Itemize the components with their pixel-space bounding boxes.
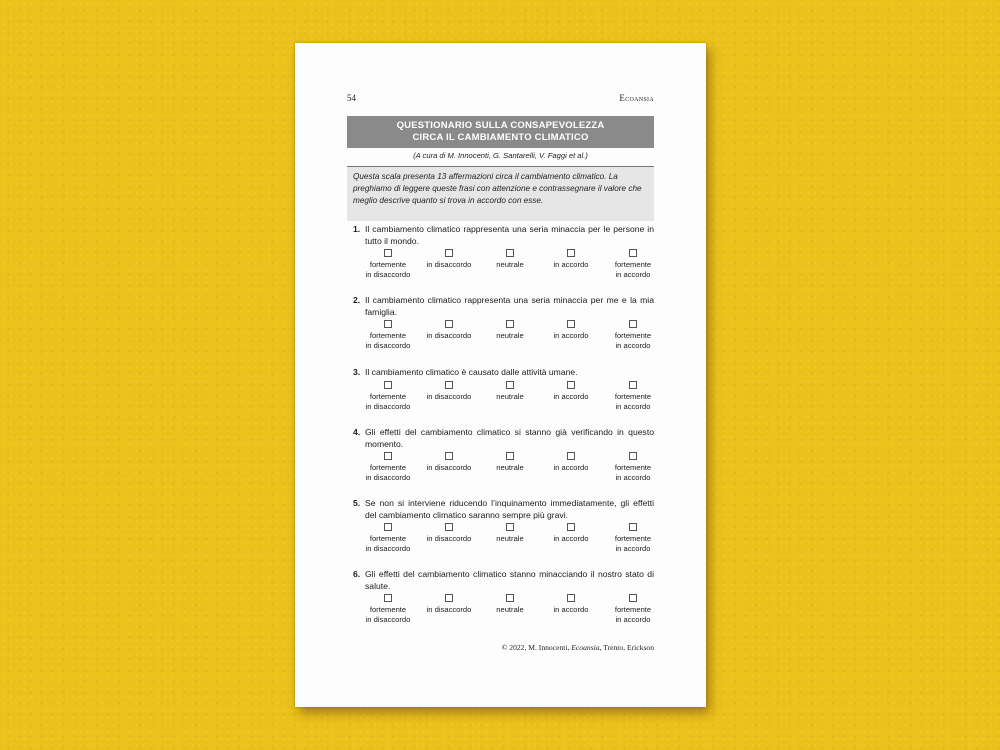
question-statement: Se non si interviene riducendo l’inquinamento immediatamente, gli effetti del cambiamento climatico saranno sempre più gravi. <box>365 498 654 520</box>
option-agree <box>536 523 606 544</box>
title-line-2: CIRCA IL CAMBIAMENTO CLIMATICO <box>412 132 589 143</box>
question-text <box>347 569 654 592</box>
option-agree <box>536 381 606 402</box>
option-disagree <box>414 594 484 615</box>
title-line-1: QUESTIONARIO SULLA CONSAPEVOLEZZA <box>396 120 605 131</box>
answer-scale <box>347 381 654 413</box>
option-strongly-disagree <box>353 381 423 412</box>
option-strongly-disagree <box>353 594 423 625</box>
option-label: fortemente <box>369 605 407 614</box>
answer-scale <box>347 249 654 281</box>
option-label-line-2: in disaccordo <box>365 473 411 482</box>
checkbox-neutral[interactable] <box>506 249 514 257</box>
question-2 <box>347 295 654 352</box>
question-statement: Il cambiamento climatico rappresenta una seria minaccia per me e la mia famiglia. <box>365 295 654 317</box>
option-strongly-agree <box>598 381 668 412</box>
option-label: fortemente <box>369 534 407 543</box>
option-agree <box>536 320 606 341</box>
checkbox-neutral[interactable] <box>506 452 514 460</box>
option-neutral <box>475 594 545 615</box>
copyright-line <box>502 643 654 652</box>
question-text <box>347 367 654 379</box>
checkbox-agree[interactable] <box>567 381 575 389</box>
checkbox-agree[interactable] <box>567 249 575 257</box>
option-label: in accordo <box>553 534 589 543</box>
checkbox-strongly-disagree[interactable] <box>384 381 392 389</box>
question-number: 6. <box>353 569 361 579</box>
checkbox-strongly-agree[interactable] <box>629 381 637 389</box>
option-strongly-disagree <box>353 523 423 554</box>
question-text <box>347 224 654 247</box>
option-label: neutrale <box>496 391 524 401</box>
answer-scale <box>347 594 654 626</box>
option-label-line-2: in disaccordo <box>365 544 411 553</box>
option-agree <box>536 249 606 270</box>
question-statement: Il cambiamento climatico è causato dalle attività umane. <box>365 367 578 377</box>
question-number: 1. <box>353 224 361 234</box>
running-header-title: Ecoansia <box>619 93 654 103</box>
checkbox-disagree[interactable] <box>445 452 453 460</box>
question-4 <box>347 427 654 484</box>
option-label: fortemente <box>614 391 652 401</box>
option-neutral <box>475 249 545 270</box>
question-statement: Il cambiamento climatico rappresenta una seria minaccia per le persone in tutto il mondo. <box>365 224 654 246</box>
checkbox-disagree[interactable] <box>445 381 453 389</box>
option-label: fortemente <box>369 331 407 340</box>
checkbox-strongly-agree[interactable] <box>629 320 637 328</box>
option-disagree <box>414 523 484 544</box>
question-statement: Gli effetti del cambiamento climatico stanno minacciando il nostro stato di salute. <box>365 569 654 591</box>
option-agree <box>536 452 606 473</box>
copyright-book-title: Ecoansia <box>571 643 600 652</box>
option-label: in accordo <box>553 391 589 401</box>
option-label: neutrale <box>496 260 524 269</box>
question-number: 4. <box>353 427 361 437</box>
option-label: fortemente <box>369 260 407 269</box>
option-label: in accordo <box>553 605 589 614</box>
option-label-line-2: in disaccordo <box>365 270 411 279</box>
credit-line: (A cura di M. Innocenti, G. Santarelli, V. Faggi et al.) <box>413 151 588 160</box>
checkbox-agree[interactable] <box>567 523 575 531</box>
option-label-line-2: in accordo <box>615 401 651 411</box>
option-label-line-2: in disaccordo <box>365 615 411 624</box>
checkbox-agree[interactable] <box>567 452 575 460</box>
option-neutral <box>475 452 545 473</box>
option-strongly-agree <box>598 320 668 351</box>
option-label: fortemente <box>614 605 652 614</box>
answer-scale <box>347 320 654 352</box>
question-3 <box>347 367 654 413</box>
question-number: 2. <box>353 295 361 305</box>
option-disagree <box>414 452 484 473</box>
answer-scale <box>347 523 654 555</box>
question-1 <box>347 224 654 281</box>
option-neutral <box>475 320 545 341</box>
answer-scale <box>347 452 654 484</box>
option-label-line-2: in accordo <box>615 473 651 482</box>
option-label-line-2: in disaccordo <box>365 341 411 350</box>
option-label: neutrale <box>496 331 524 340</box>
checkbox-strongly-agree[interactable] <box>629 452 637 460</box>
checkbox-disagree[interactable] <box>445 594 453 602</box>
question-5 <box>347 498 654 555</box>
option-label: fortemente <box>614 331 652 340</box>
question-number: 5. <box>353 498 361 508</box>
option-agree <box>536 594 606 615</box>
checkbox-strongly-disagree[interactable] <box>384 249 392 257</box>
option-label-line-2: in accordo <box>615 270 651 279</box>
option-label: fortemente <box>614 260 652 269</box>
option-label-line-2: in disaccordo <box>365 401 411 411</box>
checkbox-neutral[interactable] <box>506 320 514 328</box>
question-number: 3. <box>353 367 361 377</box>
option-label: neutrale <box>496 605 524 614</box>
option-label-line-2: in accordo <box>615 341 651 350</box>
option-label: fortemente <box>369 463 407 472</box>
checkbox-strongly-agree[interactable] <box>629 523 637 531</box>
question-text <box>347 295 654 318</box>
option-neutral <box>475 523 545 544</box>
option-label: in disaccordo <box>426 331 472 340</box>
copyright-suffix: , Trento, Erickson <box>599 643 654 652</box>
option-strongly-disagree <box>353 452 423 483</box>
checkbox-agree[interactable] <box>567 320 575 328</box>
option-strongly-agree <box>598 594 668 625</box>
checkbox-neutral[interactable] <box>506 523 514 531</box>
option-neutral <box>475 381 545 402</box>
option-label: in accordo <box>553 331 589 340</box>
checkbox-strongly-agree[interactable] <box>629 249 637 257</box>
option-label: in disaccordo <box>426 605 472 614</box>
checkbox-agree[interactable] <box>567 594 575 602</box>
questionnaire-page <box>295 43 706 707</box>
option-label: neutrale <box>496 534 524 543</box>
option-label: neutrale <box>496 463 524 472</box>
checkbox-strongly-disagree[interactable] <box>384 523 392 531</box>
question-text <box>347 498 654 521</box>
option-label: in disaccordo <box>426 463 472 472</box>
checkbox-neutral[interactable] <box>506 381 514 389</box>
option-label-line-2: in accordo <box>615 615 651 624</box>
option-strongly-agree <box>598 523 668 554</box>
option-label: fortemente <box>369 391 407 401</box>
question-6 <box>347 569 654 626</box>
option-disagree <box>414 381 484 402</box>
option-label: in disaccordo <box>426 391 472 401</box>
question-text <box>347 427 654 450</box>
checkbox-strongly-disagree[interactable] <box>384 452 392 460</box>
option-strongly-agree <box>598 452 668 483</box>
checkbox-disagree[interactable] <box>445 320 453 328</box>
option-label: in accordo <box>553 463 589 472</box>
checkbox-neutral[interactable] <box>506 594 514 602</box>
page-number: 54 <box>347 93 356 103</box>
option-strongly-disagree <box>353 249 423 280</box>
checkbox-disagree[interactable] <box>445 523 453 531</box>
option-label: fortemente <box>614 463 652 472</box>
questionnaire-title <box>347 116 654 148</box>
option-label: in disaccordo <box>426 260 472 269</box>
option-label-line-2: in accordo <box>615 544 651 553</box>
option-strongly-disagree <box>353 320 423 351</box>
option-disagree <box>414 320 484 341</box>
option-label: in accordo <box>553 260 589 269</box>
option-label: in disaccordo <box>426 534 472 543</box>
copyright-prefix: © 2022, M. Innocenti, <box>501 643 572 652</box>
checkbox-strongly-disagree[interactable] <box>384 594 392 602</box>
question-statement: Gli effetti del cambiamento climatico si stanno già verificando in questo momento. <box>365 427 654 449</box>
checkbox-disagree[interactable] <box>445 249 453 257</box>
option-disagree <box>414 249 484 270</box>
intro-box: Questa scala presenta 13 affermazioni circa il cambiamento climatico. La preghiamo di leggere queste frasi con attenzione e contrassegnare il valore che meglio descrive quanto si trova in accordo con esse. <box>347 166 654 221</box>
checkbox-strongly-disagree[interactable] <box>384 320 392 328</box>
option-label: fortemente <box>614 534 652 543</box>
option-strongly-agree <box>598 249 668 280</box>
checkbox-strongly-agree[interactable] <box>629 594 637 602</box>
